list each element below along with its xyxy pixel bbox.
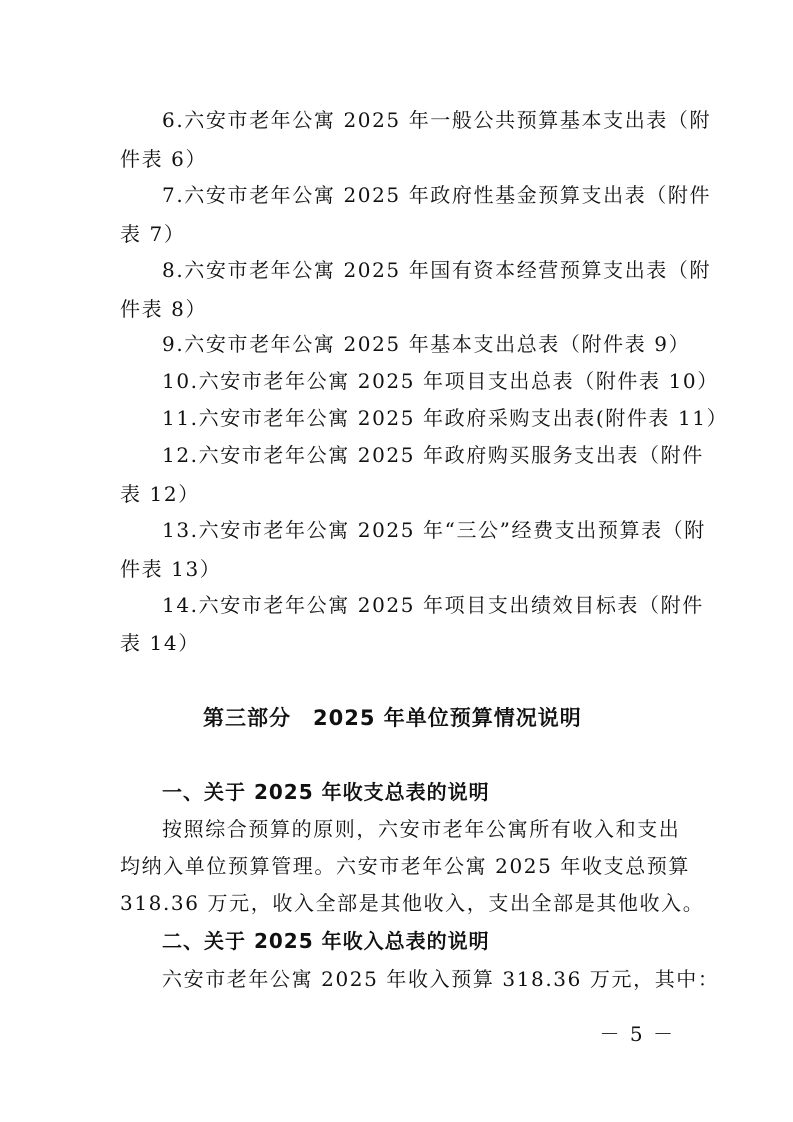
list-item-6-line-2: 件表 6） [120,147,208,171]
subsection-2-paragraph-line-1: 六安市老年公寓 2025 年收入预算 318.36 万元，其中： [162,967,720,991]
subsection-1-paragraph-line-2: 均纳入单位预算管理。六安市老年公寓 2025 年收支总预算 [120,854,691,878]
section-title: 第三部分 2025 年单位预算情况说明 [203,706,582,730]
list-item-7-line-2: 表 7） [120,222,186,246]
list-item-13-line-2: 件表 13） [120,557,222,581]
list-item-12-line-2: 表 12） [120,482,200,506]
list-item-12-line-1: 12.六安市老年公寓 2025 年政府购买服务支出表（附件 [162,443,704,467]
subsection-1-heading: 一、关于 2025 年收支总表的说明 [162,780,490,804]
list-item-6-line-1: 6.六安市老年公寓 2025 年一般公共预算基本支出表（附 [162,108,712,132]
page-number: － 5 － [599,1022,675,1046]
list-item-10: 10.六安市老年公寓 2025 年项目支出总表（附件表 10） [162,369,719,393]
list-item-8-line-2: 件表 8） [120,297,208,321]
list-item-11: 11.六安市老年公寓 2025 年政府采购支出表(附件表 11） [162,406,729,430]
list-item-14-line-1: 14.六安市老年公寓 2025 年项目支出绩效目标表（附件 [162,593,704,617]
list-item-7-line-1: 7.六安市老年公寓 2025 年政府性基金预算支出表（附件 [162,183,712,207]
list-item-9: 9.六安市老年公寓 2025 年基本支出总表（附件表 9） [162,332,691,356]
list-item-13-line-1: 13.六安市老年公寓 2025 年“三公”经费支出预算表（附 [162,518,706,542]
subsection-2-heading: 二、关于 2025 年收入总表的说明 [162,929,490,953]
subsection-1-paragraph-line-1: 按照综合预算的原则，六安市老年公寓所有收入和支出 [162,817,681,841]
list-item-14-line-2: 表 14） [120,631,200,655]
list-item-8-line-1: 8.六安市老年公寓 2025 年国有资本经营预算支出表（附 [162,258,712,282]
subsection-1-paragraph-line-3: 318.36 万元，收入全部是其他收入，支出全部是其他收入。 [120,891,705,915]
